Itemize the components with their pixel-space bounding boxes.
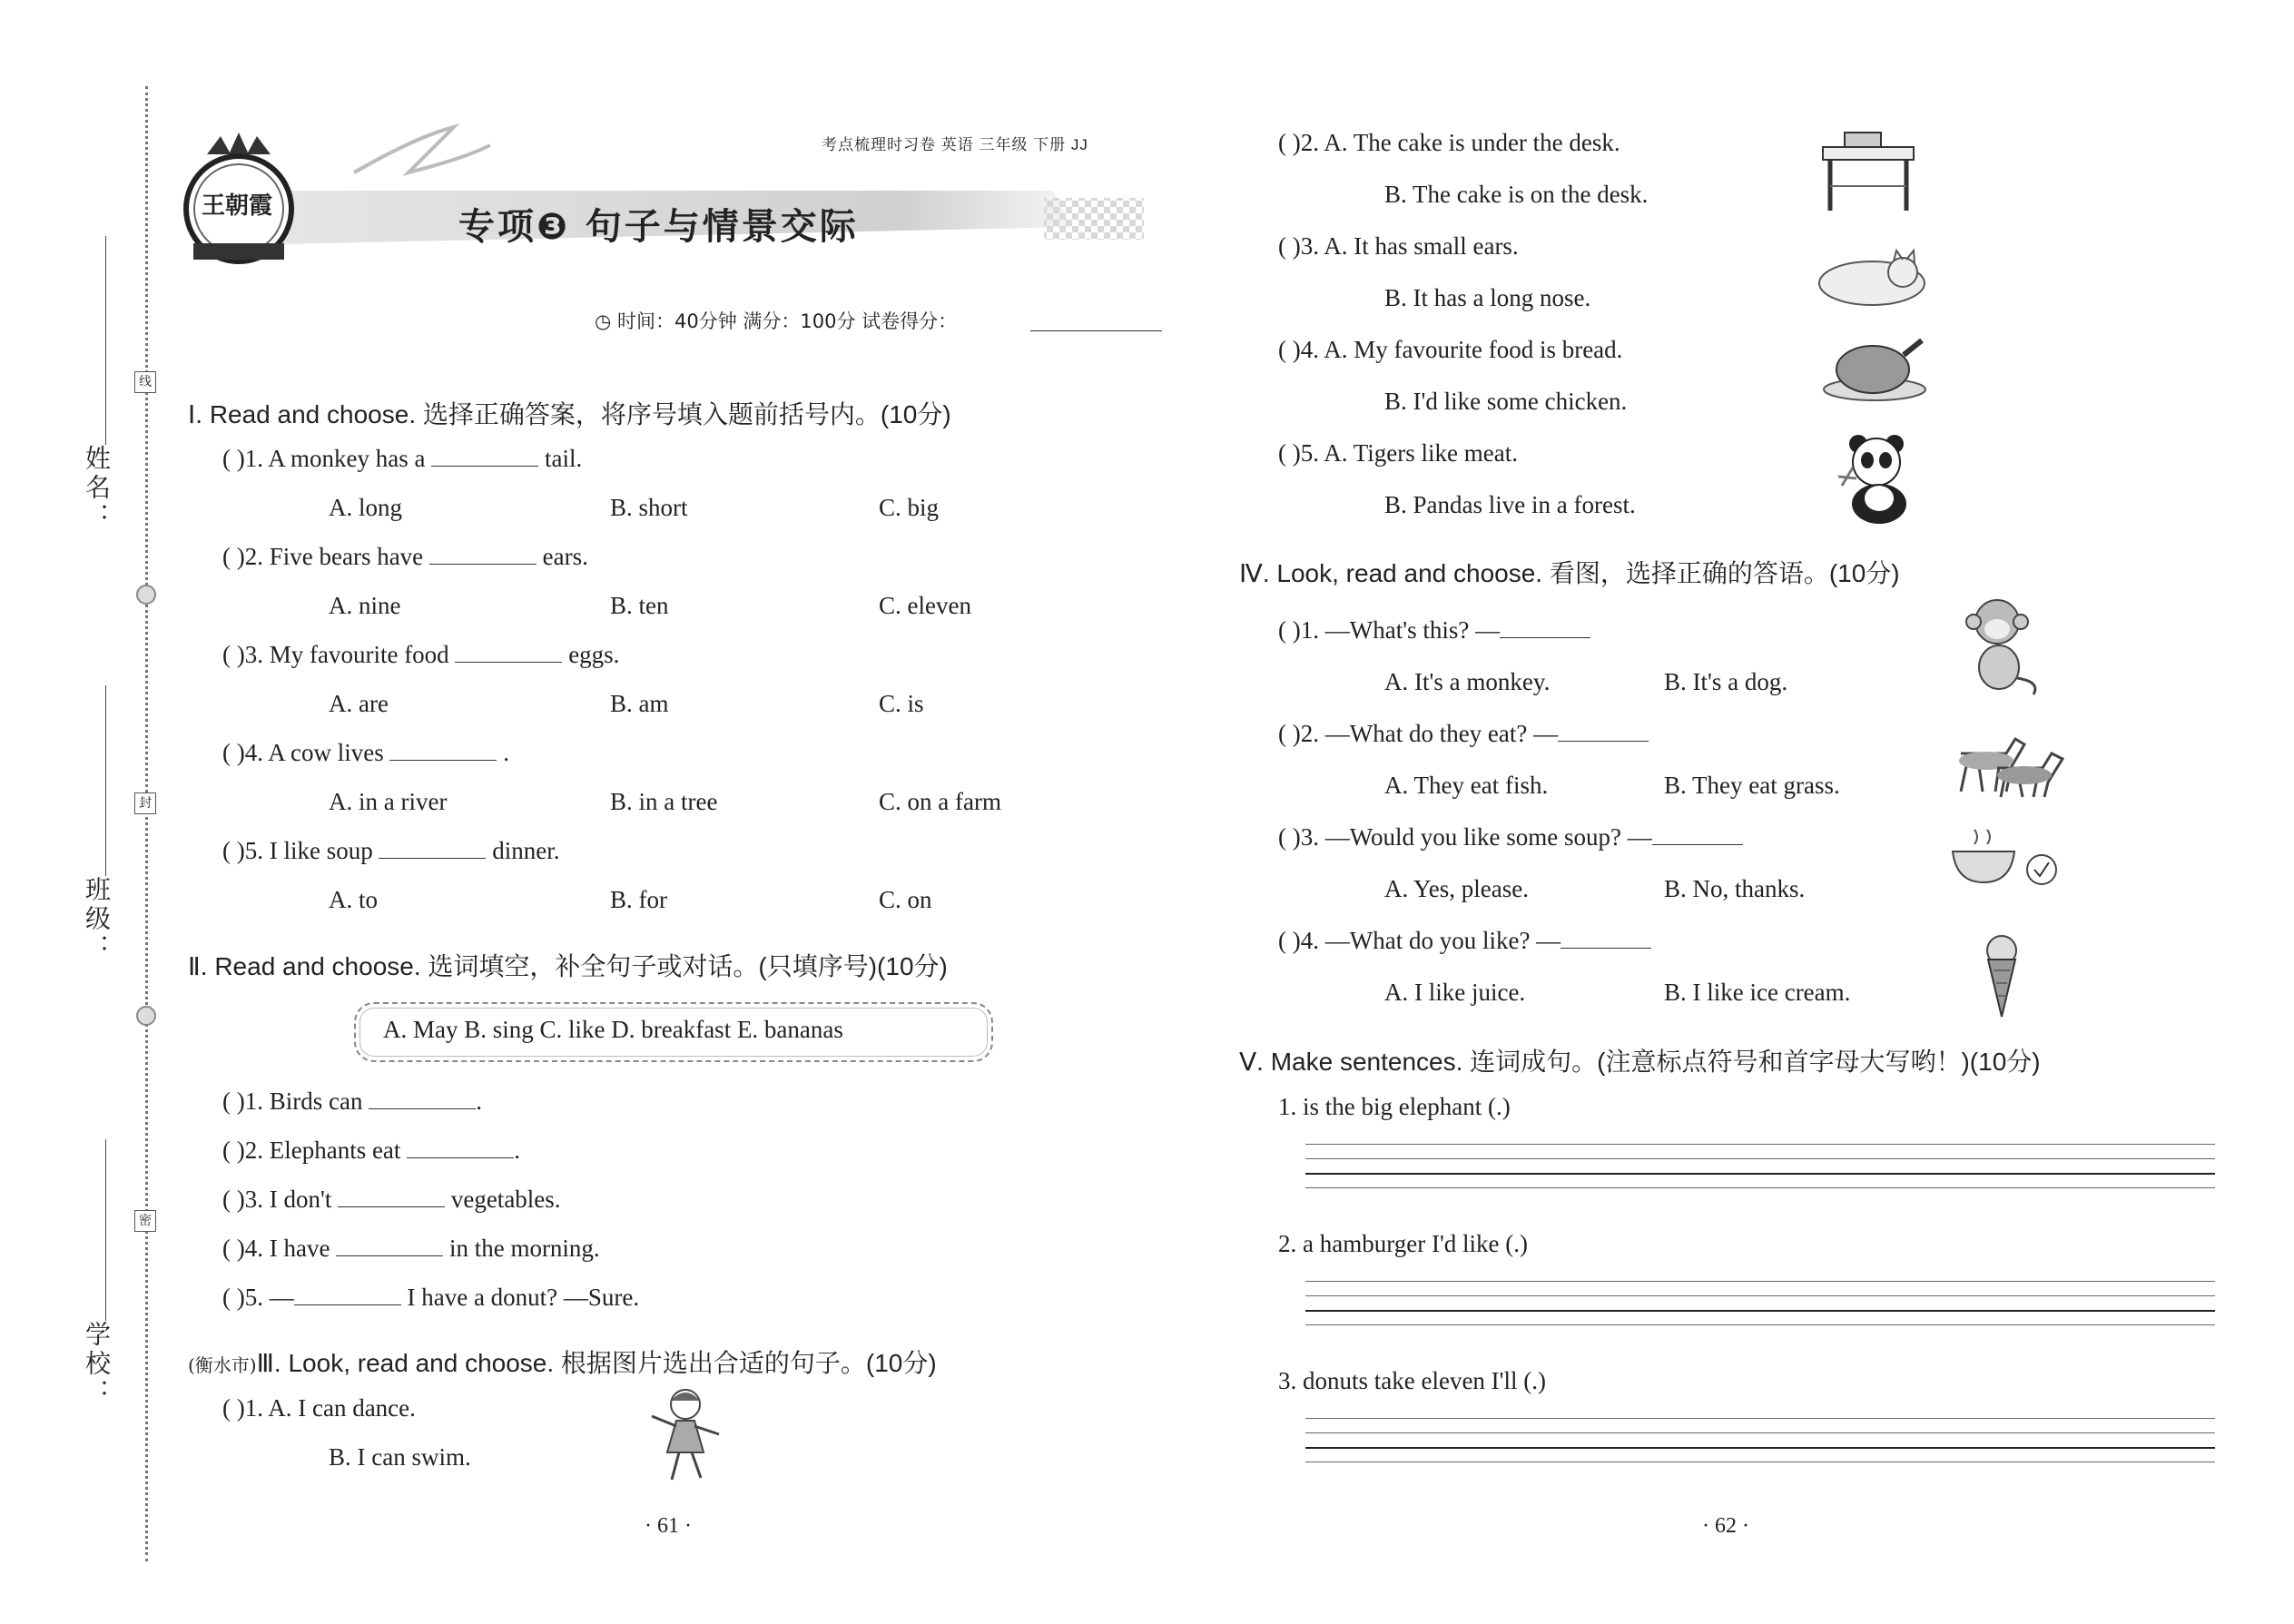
cut-line (145, 86, 148, 1561)
option-b: B. am (610, 690, 669, 717)
answer-blank[interactable] (389, 740, 497, 761)
sentence-item-1: 1. is the big elephant (.) (1278, 1093, 1511, 1120)
answer-blank[interactable] (429, 544, 537, 565)
option-b: B. short (610, 494, 688, 521)
question-2-3: ( )3. I don't vegetables. (222, 1186, 561, 1213)
option-a: A. are (329, 690, 389, 717)
section-2-heading: Ⅱ. Read and choose. 选词填空，补全句子或对话。(只填序号)(10分) (188, 952, 948, 980)
ice-cream-picture (1979, 930, 2024, 1026)
section-5-heading: Ⅴ. Make sentences. 连词成句。(注意标点符号和首字母大写哟！)(10分) (1239, 1048, 2041, 1076)
seal-mark-mi: 密 (134, 1210, 156, 1232)
answer-blank[interactable] (294, 1284, 401, 1305)
section-3-heading: (衡水市)Ⅲ. Look, read and choose. 根据图片选出合适的句子。(10分) (188, 1349, 937, 1377)
option-c: C. on a farm (879, 788, 1001, 815)
question-4-4: ( )4. —What do you like? — (1278, 927, 1651, 955)
option-c: C. is (879, 690, 924, 717)
soup-bowl-picture (1947, 826, 2065, 894)
roast-chicken-icon (1820, 331, 1929, 404)
option-a: A. long (329, 494, 402, 521)
time-score-label: ◷ 时间：40分钟 满分：100分 试卷得分： (595, 310, 958, 332)
option-a: A. in a river (329, 788, 448, 815)
option-a: A. to (329, 886, 378, 913)
cake-on-desk-icon (1816, 127, 1925, 213)
option-c: C. on (879, 886, 932, 913)
logo (180, 127, 298, 272)
sentence-item-3: 3. donuts take eleven I'll (.) (1278, 1367, 1547, 1394)
answer-blank[interactable] (1500, 617, 1590, 638)
question-1-3: ( )3. My favourite food eggs. (222, 641, 620, 668)
word-bank-options: A. May B. sing C. like D. breakfast E. bananas (383, 1016, 843, 1043)
binding-hole-icon (136, 585, 156, 605)
option-b: B. It's a dog. (1664, 668, 1788, 695)
question-2-2: ( )2. Elephants eat . (222, 1137, 520, 1164)
seal-mark-xian: 线 (134, 371, 156, 393)
question-3-4-b: B. I'd like some chicken. (1384, 388, 1628, 415)
question-1-1: ( )1. A monkey has a tail. (222, 445, 583, 472)
question-1-5: ( )5. I like soup dinner. (222, 837, 560, 864)
question-3-1-a: ( )1. A. I can dance. (222, 1394, 416, 1422)
question-4-1: ( )1. —What's this? — (1278, 616, 1590, 645)
sentence-item-2: 2. a hamburger I'd like (.) (1278, 1230, 1529, 1257)
option-c: C. big (879, 494, 940, 521)
section-1-heading: Ⅰ. Read and choose. 选择正确答案，将序号填入题前括号内。(10分) (188, 400, 951, 428)
question-3-5-b: B. Pandas live in a forest. (1384, 491, 1636, 518)
source-tag: (衡水市) (188, 1354, 257, 1376)
answer-blank[interactable] (407, 1137, 514, 1158)
roast-chicken-picture (1820, 331, 1929, 408)
question-1-4: ( )4. A cow lives . (222, 739, 509, 766)
option-a: A. They eat fish. (1384, 772, 1549, 799)
answer-blank[interactable] (369, 1088, 476, 1109)
logo-text: 王朝霞 (202, 192, 273, 220)
sleeping-cat-icon (1816, 245, 1934, 309)
question-3-4-a: ( )4. A. My favourite food is bread. (1278, 336, 1623, 363)
question-4-3: ( )3. —Would you like some soup? — (1278, 823, 1743, 851)
name-label: 姓名： (82, 445, 112, 532)
question-3-1-b: B. I can swim. (329, 1443, 471, 1471)
question-3-3-a: ( )3. A. It has small ears. (1278, 232, 1519, 260)
monkey-icon (1961, 595, 2043, 699)
dancing-girl-icon (645, 1384, 726, 1484)
name-field-line[interactable] (105, 236, 106, 445)
question-3-2-b: B. The cake is on the desk. (1384, 181, 1649, 208)
question-3-3-b: B. It has a long nose. (1384, 284, 1591, 311)
binding-hole-icon (136, 1006, 156, 1026)
class-field-line[interactable] (105, 685, 106, 876)
class-label: 班级： (82, 876, 112, 963)
school-field-line[interactable] (105, 1139, 106, 1321)
series-info: 考点梳理时习卷 英语 三年级 下册 JJ (822, 136, 1088, 153)
cake-desk-picture (1816, 127, 1925, 218)
option-b: B. ten (610, 592, 669, 619)
question-2-5: ( )5. — I have a donut? —Sure. (222, 1284, 640, 1311)
soup-bowl-icon (1947, 826, 2065, 890)
monkey-picture (1961, 595, 2043, 704)
panda-icon (1829, 431, 1920, 527)
score-field[interactable] (1030, 330, 1162, 331)
question-2-4: ( )4. I have in the morning. (222, 1235, 600, 1262)
section-4-heading: Ⅳ. Look, read and choose. 看图，选择正确的答语。(10分) (1239, 559, 1900, 587)
horses-icon (1943, 726, 2070, 799)
option-a: A. It's a monkey. (1384, 668, 1551, 695)
panda-picture (1829, 431, 1920, 531)
option-b: B. in a tree (610, 788, 718, 815)
answer-blank[interactable] (431, 446, 538, 467)
option-a: A. Yes, please. (1384, 875, 1529, 902)
answer-blank[interactable] (379, 838, 486, 859)
answer-blank[interactable] (1558, 721, 1649, 742)
answer-blank[interactable] (336, 1235, 443, 1256)
question-1-2: ( )2. Five bears have ears. (222, 543, 588, 570)
ice-cream-icon (1979, 930, 2024, 1021)
option-c: C. eleven (879, 592, 971, 619)
word-bank-box (354, 1002, 993, 1062)
sleeping-cat-picture (1816, 245, 1934, 313)
seal-mark-feng: 封 (134, 792, 156, 814)
page-title: 专项❸ 句子与情景交际 (458, 206, 859, 248)
answer-blank[interactable] (1561, 928, 1651, 949)
school-label: 学校： (82, 1321, 112, 1408)
question-2-1: ( )1. Birds can . (222, 1088, 482, 1115)
question-3-2-a: ( )2. A. The cake is under the desk. (1278, 129, 1620, 156)
option-b: B. for (610, 886, 667, 913)
answer-blank[interactable] (338, 1186, 445, 1207)
horses-picture (1943, 726, 2070, 803)
question-4-2: ( )2. —What do they eat? — (1278, 720, 1649, 748)
option-b: B. No, thanks. (1664, 875, 1806, 902)
option-a: A. nine (329, 592, 401, 619)
answer-blank[interactable] (455, 642, 562, 663)
answer-blank[interactable] (1652, 824, 1743, 845)
page-number-right: · 62 · (1702, 1514, 1749, 1538)
dancing-girl-picture (645, 1384, 726, 1489)
page-number-left: · 61 · (645, 1514, 692, 1538)
option-a: A. I like juice. (1384, 979, 1526, 1006)
option-b: B. They eat grass. (1664, 772, 1840, 799)
option-b: B. I like ice cream. (1664, 979, 1851, 1006)
question-3-5-a: ( )5. A. Tigers like meat. (1278, 439, 1518, 467)
